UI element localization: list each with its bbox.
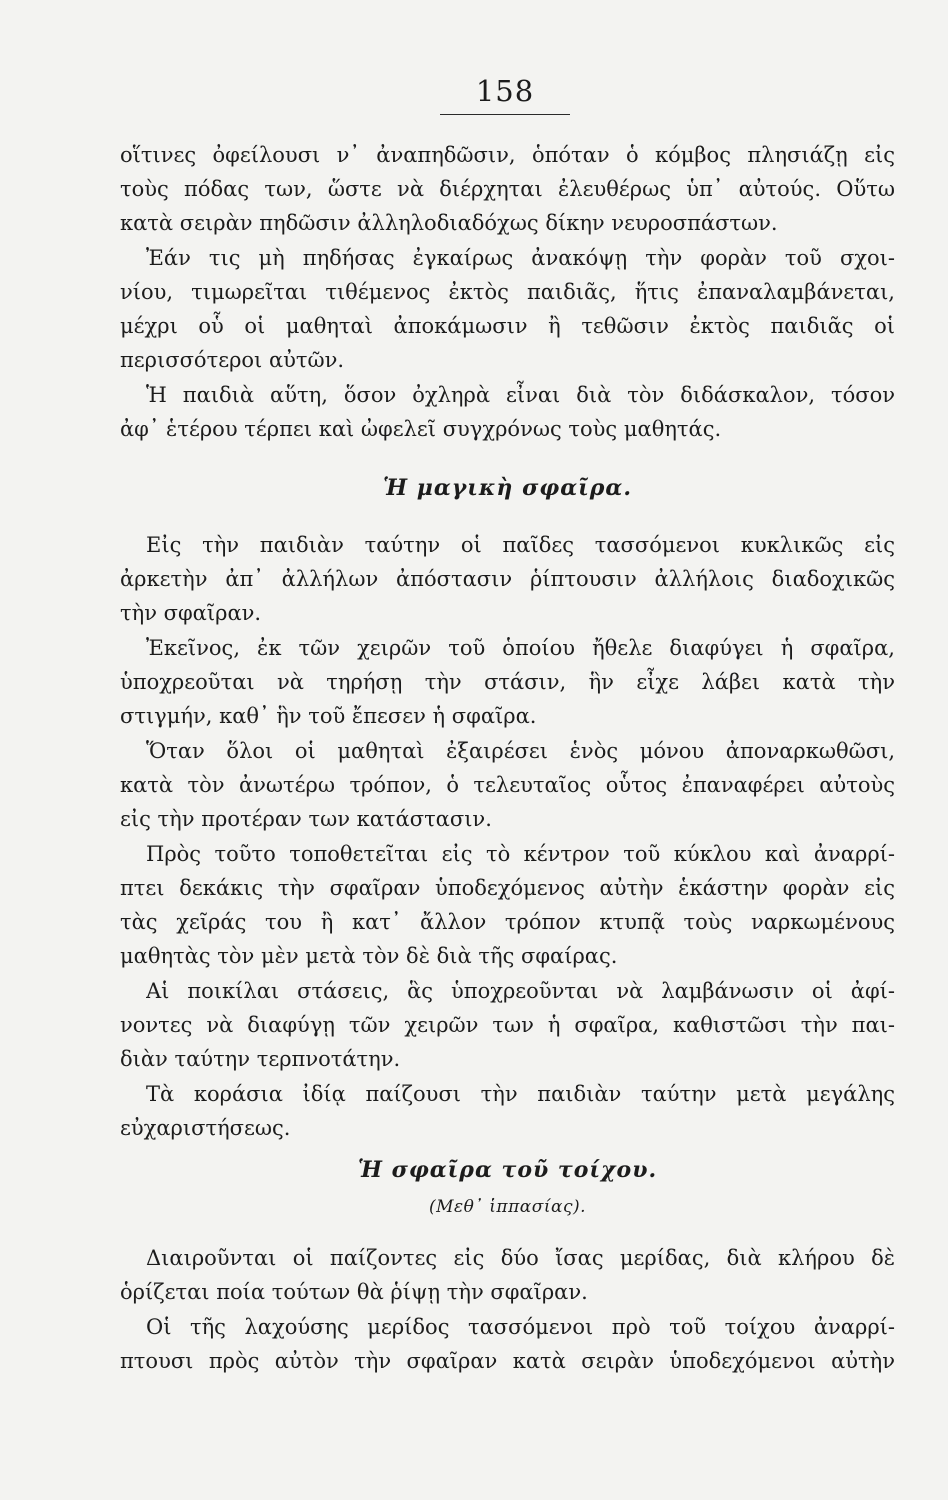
page-number: 158 [475,74,535,108]
text-line: ἀρκετὴν ἀπ᾽ ἀλλήλων ἀπόστασιν ῥίπτουσιν ἀλλήλοις διαδοχικῶς [120,567,895,591]
text-line: Διαιροῦνται οἱ παίζοντες εἰς δύο ἴσας μερίδας, διὰ κλήρου δὲ [146,1246,895,1270]
text-line: ὑποχρεοῦται νὰ τηρήσῃ τὴν στάσιν, ἣν εἶχε λάβει κατὰ τὴν [120,670,895,694]
text-line: περισσότεροι αὐτῶν. [120,348,345,372]
text-line: στιγμήν, καθ᾽ ἣν τοῦ ἔπεσεν ἡ σφαῖρα. [120,704,537,728]
text-line: τοὺς πόδας των, ὥστε νὰ διέρχηται ἐλευθέρως ὑπ᾽ αὐτούς. Οὕτω [120,177,895,201]
text-line: Πρὸς τοῦτο τοποθετεῖται εἰς τὸ κέντρον τοῦ κύκλου καὶ ἀναρρί- [146,842,895,866]
text-line: τὴν σφαῖραν. [120,601,262,625]
text-line: διὰν ταύτην τερπνοτάτην. [120,1047,401,1071]
text-line: νοντες νὰ διαφύγῃ τῶν χειρῶν των ἡ σφαῖρα, καθιστῶσι τὴν παι- [120,1013,895,1037]
text-line: Ἐκεῖνος, ἐκ τῶν χειρῶν τοῦ ὁποίου ἤθελε διαφύγει ἡ σφαῖρα, [146,636,895,660]
text-line: εἰς τὴν προτέραν των κατάστασιν. [120,807,492,831]
text-line: Ἐάν τις μὴ πηδήσας ἐγκαίρως ἀνακόψῃ τὴν φορὰν τοῦ σχοι- [146,246,895,270]
text-line: πτουσι πρὸς αὐτὸν τὴν σφαῖραν κατὰ σειρὰν ὑποδεχόμενοι αὐτὴν [120,1349,895,1373]
text-line: νίου, τιμωρεῖται τιθέμενος ἐκτὸς παιδιᾶς, ἥτις ἐπαναλαμβάνεται, [120,280,895,304]
section-heading: Ἡ μαγικὴ σφαῖρα. [383,475,632,501]
text-line: Ἡ παιδιὰ αὕτη, ὅσον ὀχληρὰ εἶναι διὰ τὸν διδάσκαλον, τόσον [146,383,895,407]
text-line: μαθητὰς τὸν μὲν μετὰ τὸν δὲ διὰ τῆς σφαίρας. [120,944,618,968]
page-number-rule [440,114,570,115]
text-line: ὁρίζεται ποία τούτων θὰ ῥίψῃ τὴν σφαῖραν. [120,1280,588,1304]
text-line: μέχρι οὗ οἱ μαθηταὶ ἀποκάμωσιν ἢ τεθῶσιν ἐκτὸς παιδιᾶς οἱ [120,314,895,338]
text-line: Εἰς τὴν παιδιὰν ταύτην οἱ παῖδες τασσόμενοι κυκλικῶς εἰς [146,533,895,557]
text-line: Τὰ κοράσια ἰδίᾳ παίζουσι τὴν παιδιὰν ταύτην μετὰ μεγάλης [146,1082,895,1106]
text-line: εὐχαριστήσεως. [120,1116,291,1140]
text-line: οἵτινες ὀφείλουσι ν᾽ ἀναπηδῶσιν, ὁπόταν ὁ κόμβος πλησιάζῃ εἰς [120,143,895,167]
text-line: τὰς χεῖράς του ἢ κατ᾽ ἄλλον τρόπον κτυπᾷ τοὺς ναρκωμένους [120,910,895,934]
text-line: κατὰ σειρὰν πηδῶσιν ἀλληλοδιαδόχως δίκην νευροσπάστων. [120,211,778,235]
section-heading: Ἡ σφαῖρα τοῦ τοίχου. [357,1157,658,1183]
text-line: κατὰ τὸν ἀνωτέρω τρόπον, ὁ τελευταῖος οὗτος ἐπαναφέρει αὐτοὺς [120,773,895,797]
text-line: Οἱ τῆς λαχούσης μερίδος τασσόμενοι πρὸ τοῦ τοίχου ἀναρρί- [146,1315,895,1339]
text-line: Αἱ ποικίλαι στάσεις, ἃς ὑποχρεοῦνται νὰ λαμβάνωσιν οἱ ἀφί- [146,979,895,1003]
section-subheading: (Μεθ᾽ ἱππασίας). [428,1197,587,1217]
text-line: ἀφ᾽ ἑτέρου τέρπει καὶ ὠφελεῖ συγχρόνως τοὺς μαθητάς. [120,417,722,441]
text-line: πτει δεκάκις τὴν σφαῖραν ὑποδεχόμενος αὐτὴν ἑκάστην φορὰν εἰς [120,876,895,900]
text-line: Ὅταν ὅλοι οἱ μαθηταὶ ἐξαιρέσει ἑνὸς μόνου ἀποναρκωθῶσι, [146,739,895,763]
